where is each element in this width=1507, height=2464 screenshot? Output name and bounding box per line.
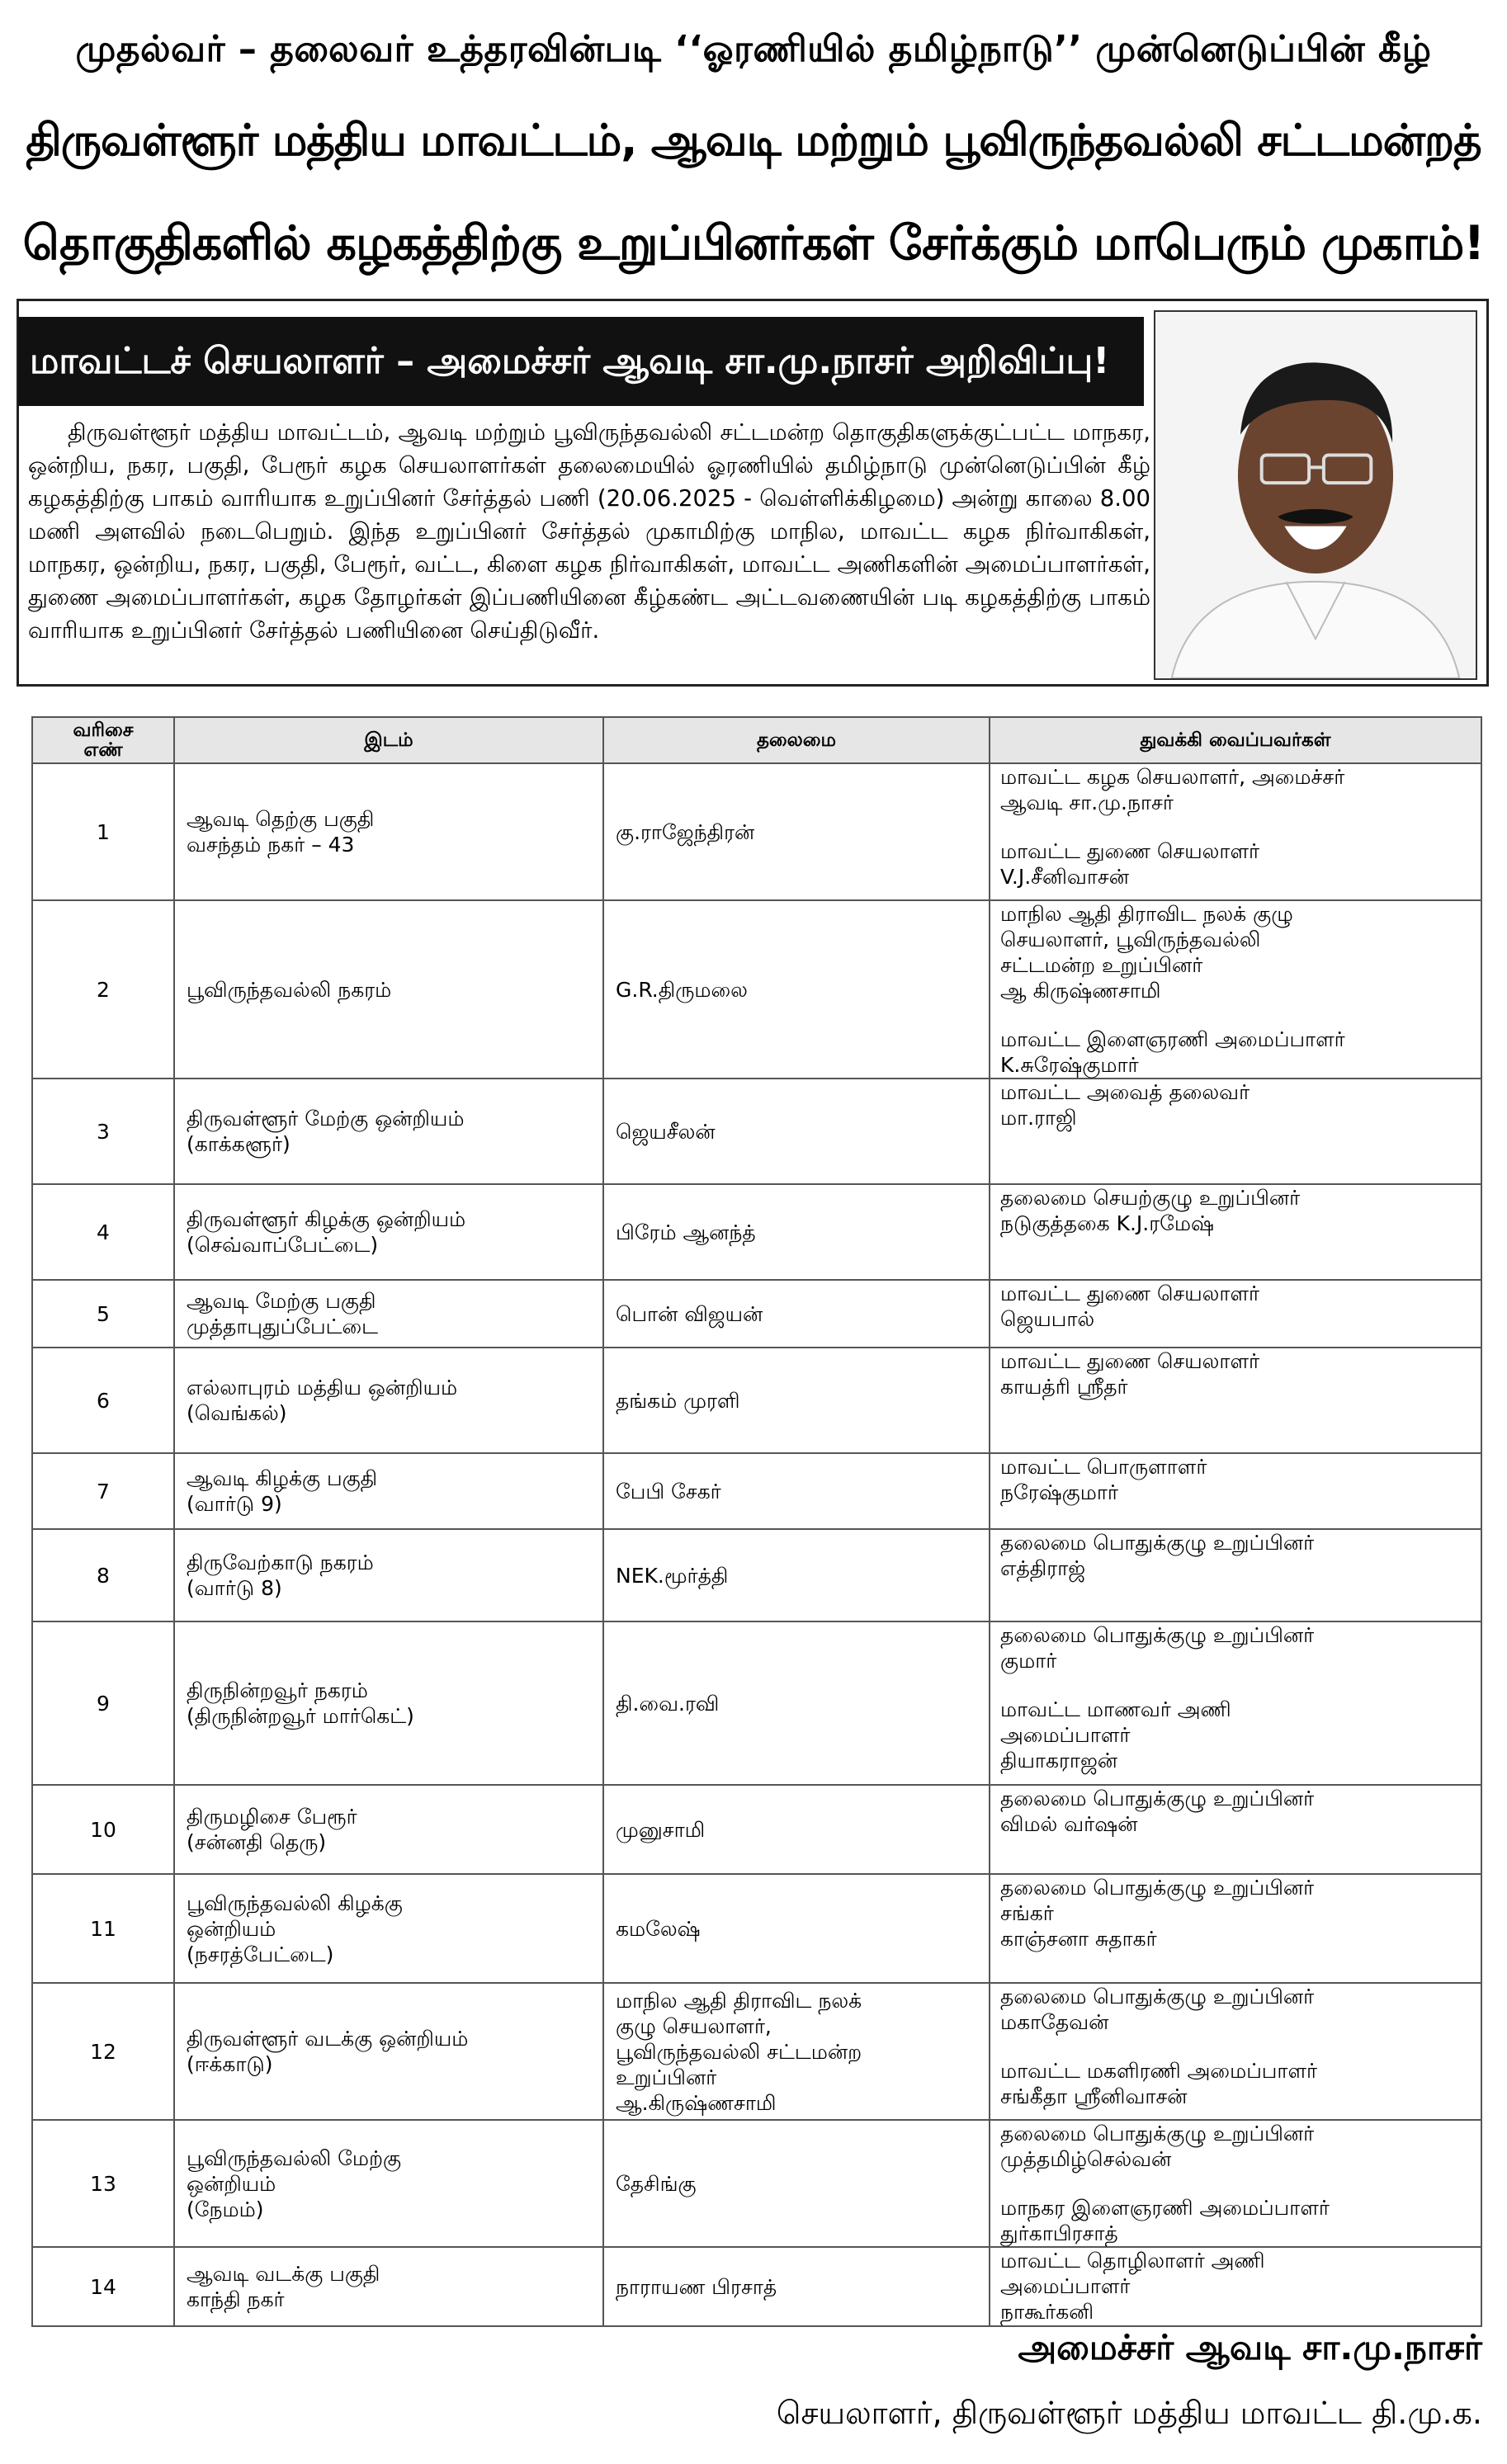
leader-cell: முனுசாமி [603, 1785, 990, 1874]
place-cell: திருவள்ளூர் வடக்கு ஒன்றியம் (ஈக்காடு) [174, 1983, 603, 2120]
serial-cell: 11 [32, 1874, 174, 1983]
header-inaugurators: துவக்கி வைப்பவர்கள் [990, 717, 1481, 763]
table-row [32, 1280, 1481, 1348]
inaugurators-cell: மாவட்ட துணை செயலாளர் ஜெயபால் [990, 1280, 1481, 1348]
inaugurators-cell: மாவட்ட பொருளாளர் நரேஷ்குமார் [990, 1453, 1481, 1529]
leader-cell: கு.ராஜேந்திரன் [603, 763, 990, 900]
table-row [32, 2120, 1481, 2247]
header-leader: தலைமை [603, 717, 990, 763]
serial-cell: 3 [32, 1079, 174, 1184]
inaugurators-cell: தலைமை பொதுக்குழு உறுப்பினர் மகாதேவன் மாவட்ட மகளிரணி அமைப்பாளர் சங்கீதா ஸ்ரீனிவாசன் [990, 1983, 1481, 2120]
serial-cell: 10 [32, 1785, 174, 1874]
table-row [32, 1348, 1481, 1453]
leader-cell: பொன் விஜயன் [603, 1280, 990, 1348]
table-row [32, 1983, 1481, 2120]
table-row [32, 1621, 1481, 1785]
table-row [32, 763, 1481, 900]
leader-cell: தங்கம் முரளி [603, 1348, 990, 1453]
leader-cell: NEK.மூர்த்தி [603, 1529, 990, 1621]
inaugurators-cell: தலைமை பொதுக்குழு உறுப்பினர் குமார் மாவட்ட மாணவர் அணி அமைப்பாளர் தியாகராஜன் [990, 1621, 1481, 1785]
inaugurators-cell: மாவட்ட அவைத் தலைவர் மா.ராஜி [990, 1079, 1481, 1184]
headline-line-1: திருவள்ளூர் மத்திய மாவட்டம், ஆவடி மற்றும் பூவிருந்தவல்லி சட்டமன்றத் [26, 116, 1481, 166]
table-row [32, 1874, 1481, 1983]
serial-cell: 7 [32, 1453, 174, 1529]
place-cell: திருவள்ளூர் கிழக்கு ஒன்றியம் (செவ்வாப்பேட்டை) [174, 1184, 603, 1280]
inaugurators-cell: தலைமை பொதுக்குழு உறுப்பினர் விமல் வர்ஷன் [990, 1785, 1481, 1874]
place-cell: ஆவடி தெற்கு பகுதி வசந்தம் நகர் – 43 [174, 763, 603, 900]
place-cell: ஆவடி கிழக்கு பகுதி (வார்டு 9) [174, 1453, 603, 1529]
headline-line-2: தொகுதிகளில் கழகத்திற்கு உறுப்பினர்கள் சேர்க்கும் மாபெரும் முகாம்! [22, 216, 1485, 271]
person-portrait-icon [1154, 310, 1477, 680]
table-row [32, 900, 1481, 1079]
schedule-table [31, 716, 1482, 2327]
serial-cell: 5 [32, 1280, 174, 1348]
leader-cell: நாராயண பிரசாத் [603, 2247, 990, 2326]
leader-cell: பேபி சேகர் [603, 1453, 990, 1529]
intro-paragraph: திருவள்ளூர் மத்திய மாவட்டம், ஆவடி மற்றும் பூவிருந்தவல்லி சட்டமன்ற தொகுதிகளுக்குட்பட்ட மாநகர, ஒன்றிய, நகர, பகுதி, பேரூர் கழக செயலாளர்கள் தலைமையில் ஓரணியில் தமிழ்நாடு முன்னெடுப்பின் கீழ் கழகத்திற்கு பாகம் வாரியாக உறுப்பினர் சேர்த்தல் பணி (20.06.2025 - வெள்ளிக்கிழமை) அன்று காலை 8.00 மணி அளவில் நடைபெறும். இந்த உறுப்பினர் சேர்த்தல் முகாமிற்கு மாநில, மாவட்ட கழக நிர்வாகிகள், மாநகர, ஒன்றிய, நகர, பகுதி, பேரூர், வட்ட, கிளை கழக நிர்வாகிகள், மாவட்ட அணிகளின் அமைப்பாளர்கள், துணை அமைப்பாளர்கள், கழக தோழர்கள் இப்பணியினை கீழ்கண்ட அட்டவணையின் படி கழகத்திற்கு பாகம் வாரியாக உறுப்பினர் சேர்த்தல் பணியினை செய்திடுவீர். [28, 419, 1150, 644]
serial-cell: 1 [32, 763, 174, 900]
place-cell: பூவிருந்தவல்லி கிழக்கு ஒன்றியம் (நசரத்பேட்டை) [174, 1874, 603, 1983]
serial-cell: 8 [32, 1529, 174, 1621]
place-cell: திருநின்றவூர் நகரம் (திருநின்றவூர் மார்கெட்) [174, 1621, 603, 1785]
table-row [32, 1184, 1481, 1280]
place-cell: பூவிருந்தவல்லி நகரம் [174, 900, 603, 1079]
header-place: இடம் [174, 717, 603, 763]
serial-cell: 12 [32, 1983, 174, 2120]
tagline: முதல்வர் – தலைவர் உத்தரவின்படி ‘‘ஓரணியில் தமிழ்நாடு’’ முன்னெடுப்பின் கீழ் [75, 28, 1432, 70]
serial-cell: 4 [32, 1184, 174, 1280]
place-cell: திருமழிசை பேரூர் (சன்னதி தெரு) [174, 1785, 603, 1874]
serial-cell: 13 [32, 2120, 174, 2247]
announcement-banner: மாவட்டச் செயலாளர் – அமைச்சர் ஆவடி சா.மு.நாசர் அறிவிப்பு! [18, 317, 1144, 406]
table-row [32, 2247, 1481, 2326]
leader-cell: கமலேஷ் [603, 1874, 990, 1983]
inaugurators-cell: தலைமை பொதுக்குழு உறுப்பினர் சங்கர் காஞ்சனா சுதாகர் [990, 1874, 1481, 1983]
table-row [32, 1529, 1481, 1621]
header-serial: வரிசை எண் [32, 717, 174, 763]
table-row [32, 1453, 1481, 1529]
leader-cell: தி.வை.ரவி [603, 1621, 990, 1785]
place-cell: ஆவடி வடக்கு பகுதி காந்தி நகர் [174, 2247, 603, 2326]
leader-cell: ஜெயசீலன் [603, 1079, 990, 1184]
place-cell: திருவள்ளூர் மேற்கு ஒன்றியம் (காக்களூர்) [174, 1079, 603, 1184]
leader-cell: மாநில ஆதி திராவிட நலக் குழு செயலாளர், பூவிருந்தவல்லி சட்டமன்ற உறுப்பினர் ஆ.கிருஷ்ணசாமி [603, 1983, 990, 2120]
serial-cell: 6 [32, 1348, 174, 1453]
place-cell: எல்லாபுரம் மத்திய ஒன்றியம் (வெங்கல்) [174, 1348, 603, 1453]
serial-cell: 14 [32, 2247, 174, 2326]
inaugurators-cell: மாவட்ட துணை செயலாளர் காயத்ரி ஸ்ரீதர் [990, 1348, 1481, 1453]
inaugurators-cell: மாவட்ட கழக செயலாளர், அமைச்சர் ஆவடி சா.மு.நாசர் மாவட்ட துணை செயலாளர் V.J.சீனிவாசன் [990, 763, 1481, 900]
inaugurators-cell: மாவட்ட தொழிலாளர் அணி அமைப்பாளர் நாகூர்கனி [990, 2247, 1481, 2326]
inaugurators-cell: தலைமை பொதுக்குழு உறுப்பினர் முத்தமிழ்செல்வன் மாநகர இளைஞரணி அமைப்பாளர் துர்காபிரசாத் [990, 2120, 1481, 2247]
serial-cell: 2 [32, 900, 174, 1079]
table-header-row [32, 717, 1481, 763]
place-cell: ஆவடி மேற்கு பகுதி முத்தாபுதுப்பேட்டை [174, 1280, 603, 1348]
table-row [32, 1785, 1481, 1874]
signature-title: செயலாளர், திருவள்ளூர் மத்திய மாவட்ட தி.மு.க. [776, 2395, 1482, 2431]
leader-cell: G.R.திருமலை [603, 900, 990, 1079]
inaugurators-cell: மாநில ஆதி திராவிட நலக் குழு செயலாளர், பூவிருந்தவல்லி சட்டமன்ற உறுப்பினர் ஆ கிருஷ்ணசாமி மாவட்ட இளைஞரணி அமைப்பாளர் K.சுரேஷ்குமார் [990, 900, 1481, 1079]
place-cell: திருவேற்காடு நகரம் (வார்டு 8) [174, 1529, 603, 1621]
place-cell: பூவிருந்தவல்லி மேற்கு ஒன்றியம் (நேமம்) [174, 2120, 603, 2247]
table-row [32, 1079, 1481, 1184]
leader-cell: தேசிங்கு [603, 2120, 990, 2247]
leader-cell: பிரேம் ஆனந்த் [603, 1184, 990, 1280]
signature-name: அமைச்சர் ஆவடி சா.மு.நாசர் [1018, 2327, 1482, 2367]
inaugurators-cell: தலைமை செயற்குழு உறுப்பினர் நடுகுத்தகை K.J.ரமேஷ் [990, 1184, 1481, 1280]
serial-cell: 9 [32, 1621, 174, 1785]
inaugurators-cell: தலைமை பொதுக்குழு உறுப்பினர் எத்திராஜ் [990, 1529, 1481, 1621]
